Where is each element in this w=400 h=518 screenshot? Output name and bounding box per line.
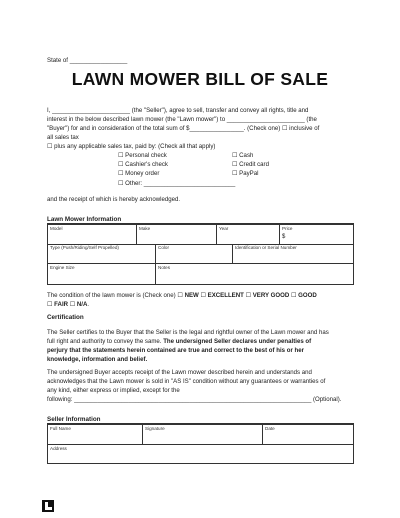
option-cashiers-check[interactable]: ☐ Cashier's check [118,161,168,168]
receipt-line: and the receipt of which is hereby acknowledged. [47,196,181,203]
mower-info-heading: Lawn Mower Information [47,216,122,223]
condition-excellent[interactable]: EXCELLENT [207,292,244,299]
certification-p2-line-3: any kind, either express or implied, except for the [47,387,180,394]
option-credit-card[interactable]: ☐ Credit card [232,161,269,168]
certification-heading: Certification [47,314,84,321]
price-field[interactable]: Price [282,226,293,231]
mower-info-table [47,224,354,285]
certification-p1-line-3: perjury that the statements herein contained are true and correct to the best of his or her [47,347,305,354]
intro-line-2: interest in the below described lawn mower (the "Lawn mower") to _______________________ (the [47,116,317,123]
seller-info-table [47,424,354,464]
certification-p2-line-1: The undersigned Buyer accepts receipt of the Lawn mower described herein and understands and [47,369,312,376]
year-field[interactable]: Year [219,226,229,231]
option-cash[interactable]: ☐ Cash [232,152,254,159]
state-line: State of _________________ [47,57,128,64]
make-field[interactable]: Make [139,226,151,231]
condition-na[interactable]: N/A [76,301,88,308]
document-title: LAWN MOWER BILL OF SALE [71,69,329,89]
condition-line-1: The condition of the lawn mower is (Check one) ☐ NEW ☐ EXCELLENT ☐ VERY GOOD ☐ GOOD [47,292,317,299]
engine-size-field[interactable]: Engine Size [50,265,75,270]
notes-field[interactable]: Notes [158,265,171,270]
option-paypal[interactable]: ☐ PayPal [232,170,259,177]
intro-line-4: all sales tax [47,134,79,141]
seller-date-field[interactable]: Date [265,426,275,431]
intro-line-1: I, _______________________ (the "Seller"), agree to sell, transfer and convey all rights, title and [47,107,309,114]
type-field[interactable]: Type (Push/Riding/Self Propelled) [50,245,119,250]
seller-full-name-field[interactable]: Full Name [50,426,71,431]
condition-new[interactable]: NEW [184,292,199,299]
intro-line-3[interactable]: "Buyer") for and in consideration of the total sum of $________________. (Check one) ☐ inclusive of [47,125,320,132]
option-other[interactable]: ☐ Other: ___________________________ [118,180,236,187]
condition-line-2: ☐ FAIR ☐ N/A. [47,301,90,308]
certification-p1-line-4: knowledge, information and belief. [47,356,148,363]
seller-address-field[interactable]: Address [50,446,67,451]
table-row-divider [48,263,353,264]
option-money-order[interactable]: ☐ Money order [118,170,160,177]
table-row-divider [48,444,353,445]
brand-logo-icon [42,500,54,512]
condition-good[interactable]: GOOD [298,292,317,299]
serial-number-field[interactable]: Identification or Serial Number [235,245,297,250]
seller-info-heading: Seller Information [47,416,101,423]
option-personal-check[interactable]: ☐ Personal check [118,152,167,159]
certification-p2-line-4[interactable]: following: ______________________________________________________________________ (Optional). [47,396,342,403]
price-dollar-sign: $ [282,234,286,240]
seller-signature-field[interactable]: Signature [145,426,165,431]
model-field[interactable]: Model [50,226,63,231]
condition-fair[interactable]: FAIR [54,301,69,308]
color-field[interactable]: Color [158,245,169,250]
certification-p1-line-2: full right and authority to convey the same. The undersigned Seller declares under penalties of [47,338,312,345]
certification-p2-line-2: acknowledges that the Lawn mower is sold in "AS IS" condition without any guarantees or warranties of [47,378,326,385]
sales-tax-option[interactable]: ☐ plus any applicable sales tax, paid by: (Check all that apply) [47,143,216,150]
condition-very-good[interactable]: VERY GOOD [252,292,290,299]
certification-p1-line-1: The Seller certifies to the Buyer that the Seller is the legal and rightful owner of the Lawn mower and has [47,329,329,336]
